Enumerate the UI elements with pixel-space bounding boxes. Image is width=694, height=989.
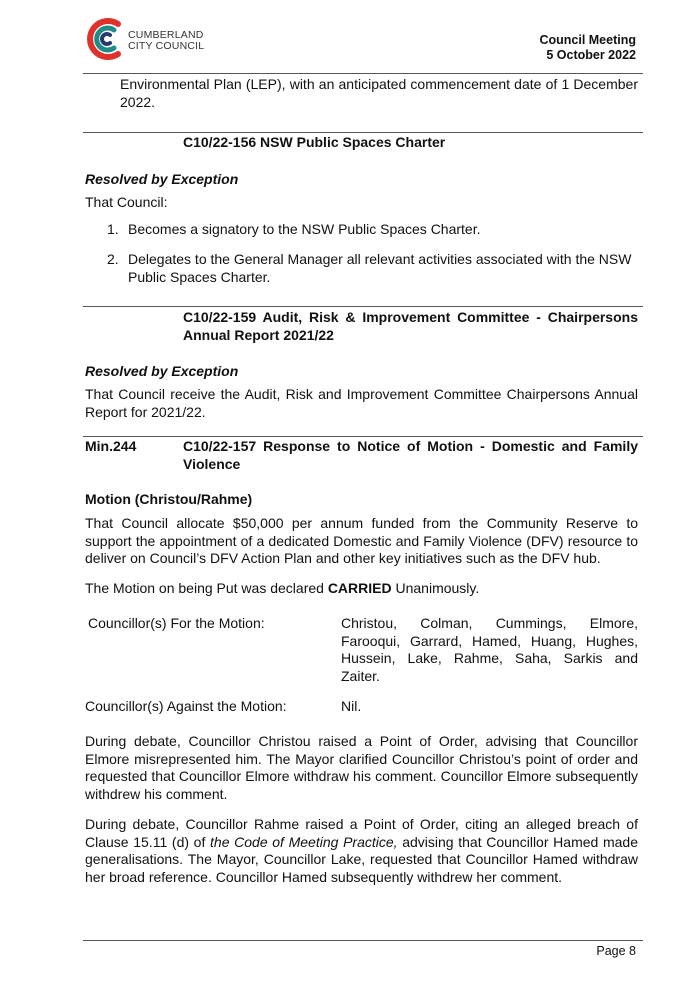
motion-text: That Council allocate $50,000 per annum funded from the Community Reserve to support the appointment of a dedicated Domestic and Family Violence (DFV) resource to deliver on Council’s DFV Action Plan and other key initiatives such as the DFV hub. <box>85 515 638 566</box>
item1-point2-text: Delegates to the General Manager all relevant activities associated with the NSW Public Spaces Charter. <box>128 251 632 285</box>
for-label: Councillor(s) For the Motion: <box>88 615 265 631</box>
item1-point1-text: Becomes a signatory to the NSW Public Spaces Charter. <box>128 221 481 237</box>
item3-divider <box>83 436 643 437</box>
debate-paragraph-2 <box>85 816 638 886</box>
item2-divider <box>83 306 643 307</box>
against-names: Nil. <box>341 698 362 714</box>
item1-point2-number: 2. <box>107 251 119 267</box>
intro-paragraph: Environmental Plan (LEP), with an anticipated commencement date of 1 December 2022. <box>120 76 638 110</box>
item1-resolved: Resolved by Exception <box>85 171 239 187</box>
meeting-title: Council Meeting <box>539 33 636 47</box>
item1-that-council: That Council: <box>85 194 168 210</box>
debate2-part-a: During debate, Councillor Rahme raised a Point of Order, citing an alleged breach of Clause 15.11 (d) of <box>85 816 638 850</box>
meeting-date: 5 October 2022 <box>546 48 636 62</box>
for-names: Christou, Colman, Cummings, Elmore, Farooqui, Garrard, Hamed, Huang, Hughes, Hussein, Lake, Rahme, Saha, Sarkis and Zaiter. <box>341 615 638 684</box>
page-number: Page 8 <box>596 944 636 958</box>
meeting-header <box>539 33 636 63</box>
debate2-code-ref: the Code of Meeting Practice, <box>210 833 398 850</box>
against-label: Councillor(s) Against the Motion: <box>85 698 287 714</box>
org-name <box>128 30 204 52</box>
item2-title: C10/22-159 Audit, Risk & Improvement Committee - Chairpersons Annual Report 2021/22 <box>183 309 638 343</box>
motion-result <box>85 580 638 598</box>
item3-title: C10/22-157 Response to Notice of Motion - Domestic and Family Violence <box>183 438 638 472</box>
item1-divider <box>83 132 643 133</box>
org-name-line1: CUMBERLAND <box>128 29 204 41</box>
minute-number: Min.244 <box>85 438 137 454</box>
item1-title: C10/22-156 NSW Public Spaces Charter <box>183 134 446 150</box>
header-divider <box>83 73 643 74</box>
debate-paragraph-1: During debate, Councillor Christou raised a Point of Order, advising that Councillor Elmore misrepresented him. The Mayor clarified Councillor Christou’s point of order and requested that Councillor Elmore withdraw his comment. Councillor Elmore subsequently withdrew his comment. <box>85 733 638 802</box>
motion-heading: Motion (Christou/Rahme) <box>85 491 253 507</box>
item2-text: That Council receive the Audit, Risk and Improvement Committee Chairpersons Annual Report for 2021/22. <box>85 386 638 420</box>
item2-resolved: Resolved by Exception <box>85 363 239 379</box>
footer-divider <box>83 940 643 941</box>
org-name-line2: CITY COUNCIL <box>128 40 205 52</box>
cumberland-logo <box>80 14 130 64</box>
item1-point1-number: 1. <box>107 221 119 237</box>
motion-result-suffix: Unanimously. <box>391 580 480 596</box>
motion-result-prefix: The Motion on being Put was declared <box>85 580 328 596</box>
debate2-part-b: advising that Councillor Hamed made generalisations. The Mayor, Councillor Lake, requested that Councillor Hamed withdraw her broad reference. Councillor Hamed subsequently withdrew her comment. <box>85 833 638 885</box>
motion-result-carried: CARRIED <box>327 580 392 596</box>
